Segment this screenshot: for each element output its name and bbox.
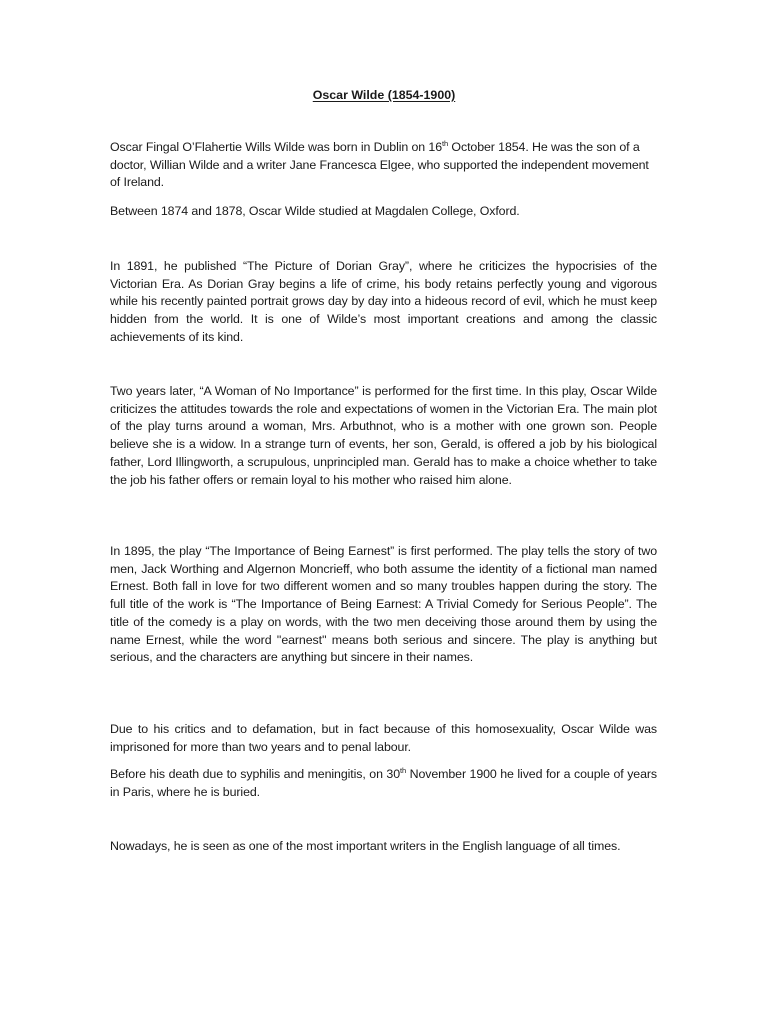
paragraph-death-ordinal: th xyxy=(400,766,407,775)
paragraph-legacy: Nowadays, he is seen as one of the most important writers in the English language of all times. xyxy=(110,839,621,853)
paragraph-education: Between 1874 and 1878, Oscar Wilde studied at Magdalen College, Oxford. xyxy=(110,204,520,218)
paragraph-dorian-gray: In 1891, he published “The Picture of Dorian Gray”, where he criticizes the hypocrisies of the Victorian Era. As Dorian Gray begins a life of crime, his body retains perfectly young and vigorous while his recently painted portrait grows day by day into a hideous record of evil, which he must keep hidden from the world. It is one of Wilde’s most important creations and among the classic achievements of its kind. xyxy=(110,259,657,344)
paragraph-birth xyxy=(110,139,657,192)
paragraph-birth-text-a: Oscar Fingal O’Flahertie Wills Wilde was born in Dublin on 16 xyxy=(110,140,443,154)
paragraph-birth-text-b: October 1854. He was the son of a doctor, Willian Wilde and a writer Jane Francesca Elgee, who supported the independent movement of Ireland. xyxy=(110,140,649,190)
paragraph-death-text-b: November 1900 he lived for a couple of years in Paris, where he is buried. xyxy=(110,767,657,799)
paragraph-woman-of-no-importance: Two years later, “A Woman of No Importance” is performed for the first time. In this play, Oscar Wilde criticizes the attitudes towards the role and expectations of women in the Victorian Era. The main plot of the play turns around a woman, Mrs. Arbuthnot, who is a mother with one grown son. People believe she is a widow. In a strange turn of events, her son, Gerald, is offered a job by his biological father, Lord Illingworth, a scrupulous, unprincipled man. Gerald has to make a choice whether to take the job his father offers or remain loyal to his mother who raised him alone. xyxy=(110,384,657,487)
paragraph-being-earnest: In 1895, the play “The Importance of Being Earnest” is first performed. The play tells the story of two men, Jack Worthing and Algernon Moncrieff, who both assume the identity of a fictional man named Ernest. Both fall in love for two different women and so many troubles happen during the story. The full title of the work is “The Importance of Being Earnest: A Trivial Comedy for Serious People”. The title of the comedy is a play on words, with the two men deceiving those around them by using the name Ernest, while the word ''earnest'' means both serious and sincere. The play is anything but serious, and the characters are anything but sincere in their names. xyxy=(110,544,657,665)
document-title-text: Oscar Wilde (1854-1900) xyxy=(312,88,456,102)
paragraph-death xyxy=(110,766,657,801)
paragraph-birth-ordinal: th xyxy=(442,139,449,148)
paragraph-death-text-a: Before his death due to syphilis and meningitis, on 30 xyxy=(110,767,400,781)
document-title xyxy=(0,87,768,104)
paragraph-imprisonment: Due to his critics and to defamation, but in fact because of this homosexuality, Oscar Wilde was imprisoned for more than two years and to penal labour. xyxy=(110,722,657,754)
